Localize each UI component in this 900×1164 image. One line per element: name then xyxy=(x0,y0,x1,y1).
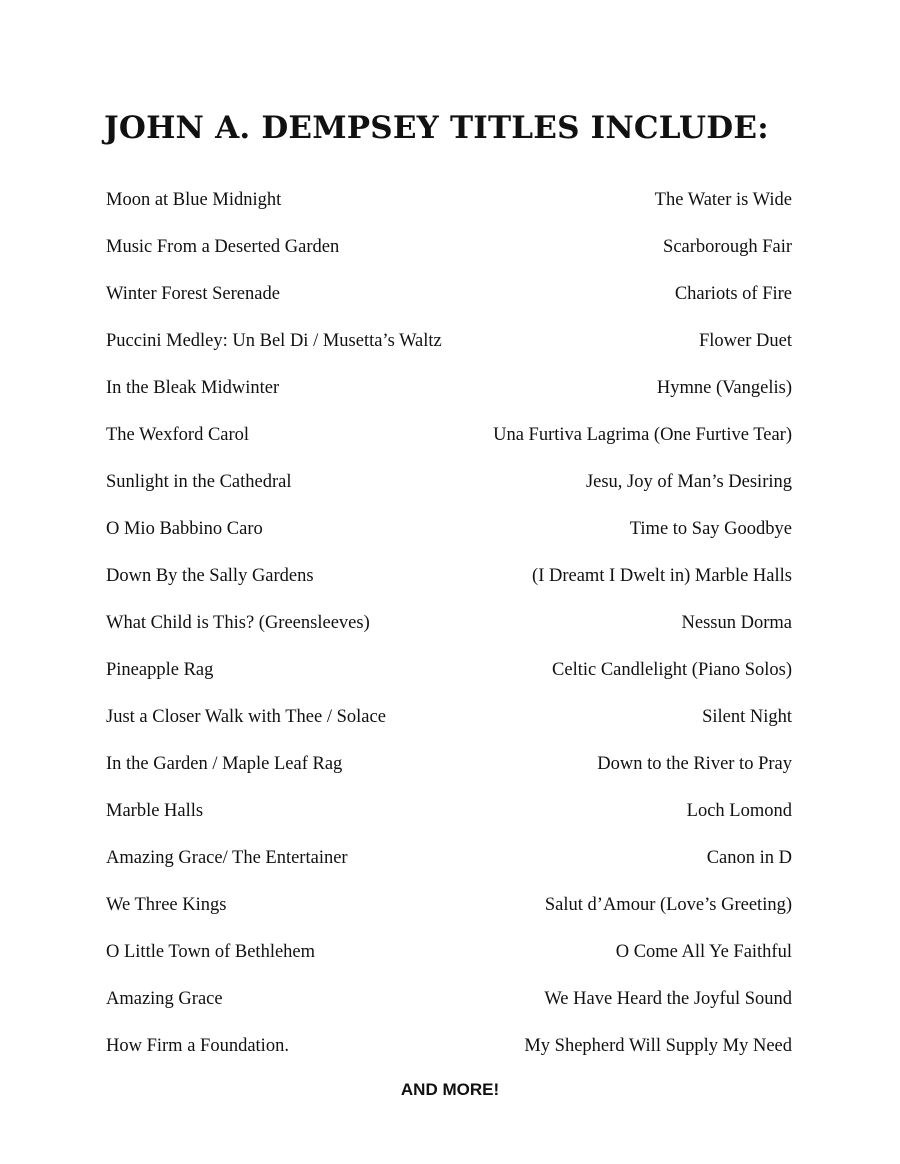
list-item: Scarborough Fair xyxy=(663,237,792,257)
list-item: The Wexford Carol xyxy=(106,425,250,445)
left-title-list xyxy=(106,185,442,1078)
list-item: O Come All Ye Faithful xyxy=(615,942,792,962)
and-more-note: AND MORE! xyxy=(400,1080,500,1099)
list-item: We Have Heard the Joyful Sound xyxy=(544,989,792,1009)
list-item: Music From a Deserted Garden xyxy=(106,237,340,257)
list-item: We Three Kings xyxy=(106,895,227,915)
list-item: Canon in D xyxy=(706,848,792,868)
list-item: Nessun Dorma xyxy=(681,613,792,633)
list-item: Down to the River to Pray xyxy=(597,754,792,774)
list-item: How Firm a Foundation. xyxy=(106,1036,289,1056)
list-item: My Shepherd Will Supply My Need xyxy=(524,1036,792,1056)
list-item: Silent Night xyxy=(702,707,792,727)
list-item: Just a Closer Walk with Thee / Solace xyxy=(106,707,386,727)
page-title: JOHN A. DEMPSEY TITLES INCLUDE: xyxy=(104,110,769,146)
list-item: Puccini Medley: Un Bel Di / Musetta’s Waltz xyxy=(106,331,442,351)
list-item: Time to Say Goodbye xyxy=(629,519,792,539)
list-item: Loch Lomond xyxy=(686,801,792,821)
list-item: O Mio Babbino Caro xyxy=(106,519,263,539)
list-item: Jesu, Joy of Man’s Desiring xyxy=(585,472,792,492)
list-item: Celtic Candlelight (Piano Solos) xyxy=(552,660,792,680)
list-item: Down By the Sally Gardens xyxy=(106,566,314,586)
list-item: What Child is This? (Greensleeves) xyxy=(106,613,370,633)
list-item: Amazing Grace/ The Entertainer xyxy=(106,848,348,868)
list-item: Winter Forest Serenade xyxy=(106,284,280,304)
list-item: (I Dreamt I Dwelt in) Marble Halls xyxy=(532,566,792,586)
list-item: Flower Duet xyxy=(699,331,792,351)
list-item: In the Bleak Midwinter xyxy=(106,378,280,398)
right-title-list xyxy=(493,185,792,1078)
list-item: Sunlight in the Cathedral xyxy=(106,472,292,492)
list-item: O Little Town of Bethlehem xyxy=(106,942,316,962)
list-item: Chariots of Fire xyxy=(674,284,792,304)
list-item: Salut d’Amour (Love’s Greeting) xyxy=(544,895,792,915)
list-item: Amazing Grace xyxy=(106,989,223,1009)
list-item: The Water is Wide xyxy=(654,190,792,210)
list-item: Una Furtiva Lagrima (One Furtive Tear) xyxy=(493,425,792,445)
list-item: Hymne (Vangelis) xyxy=(656,378,792,398)
list-item: Marble Halls xyxy=(106,801,204,821)
list-item: In the Garden / Maple Leaf Rag xyxy=(106,754,343,774)
list-item: Moon at Blue Midnight xyxy=(106,190,282,210)
list-item: Pineapple Rag xyxy=(106,660,214,680)
